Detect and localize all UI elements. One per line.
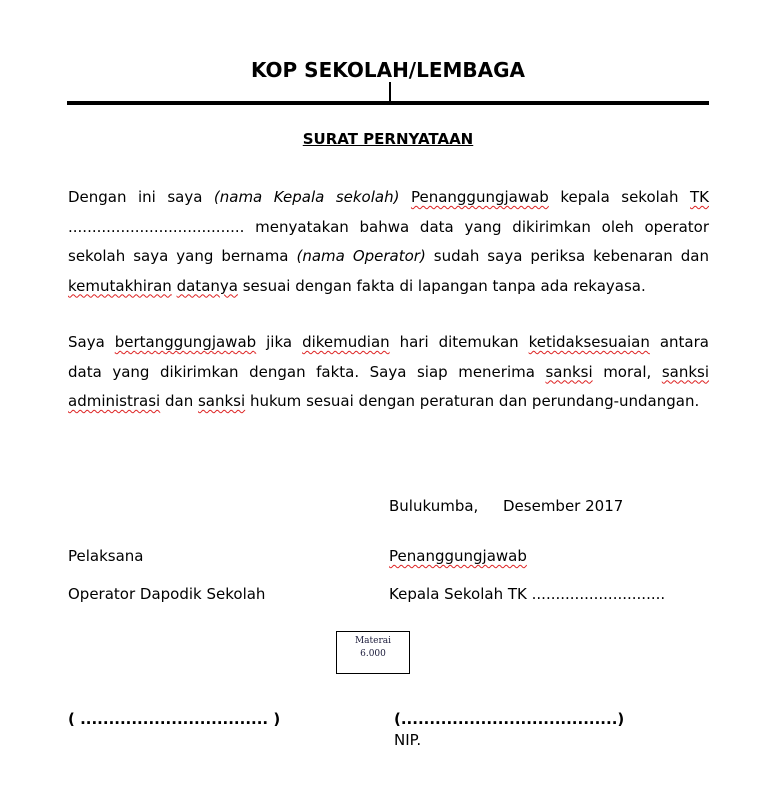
document-title: SURAT PERNYATAAN (302, 130, 474, 148)
paragraph-statement: Dengan ini saya (nama Kepala sekolah) Penanggungjawab kepala sekolah TK ..................................... menyatakan bahwa data yang dikirimkan oleh operator sekolah saya yang bernama (nama Operator) sudah saya periksa kebenaran dan kemutakhiran datanya sesuai dengan fakta di lapangan tanpa ada rekayasa. (68, 188, 710, 295)
letterhead-rule (67, 101, 709, 105)
materai-label: Materai (354, 636, 392, 646)
letterhead-title: KOP SEKOLAH/LEMBAGA (250, 58, 526, 82)
left-signer-position: Operator Dapodik Sekolah (68, 585, 266, 603)
materai-value: 6.000 (360, 649, 386, 659)
text-cursor (389, 82, 391, 101)
left-signer-name-line: ( ................................. ) (68, 710, 281, 728)
date: Desember 2017 (503, 497, 624, 515)
right-signer-nip: NIP. (394, 731, 422, 749)
right-signer-role: Penanggungjawab (389, 547, 527, 565)
left-signer-role: Pelaksana (68, 547, 144, 565)
paragraph-responsibility: Saya bertanggungjawab jika dikemudian hari ditemukan ketidaksesuaian antara data yang dikirimkan dengan fakta. Saya siap menerima sanksi moral, sanksi administrasi dan sanksi hukum sesuai dengan peraturan dan perundang-undangan. (68, 333, 710, 410)
materai-stamp-box (336, 631, 410, 674)
place: Bulukumba, (389, 497, 479, 515)
right-signer-position: Kepala Sekolah TK ............................ (389, 585, 666, 603)
right-signer-name-line: (......................................) (394, 710, 625, 728)
